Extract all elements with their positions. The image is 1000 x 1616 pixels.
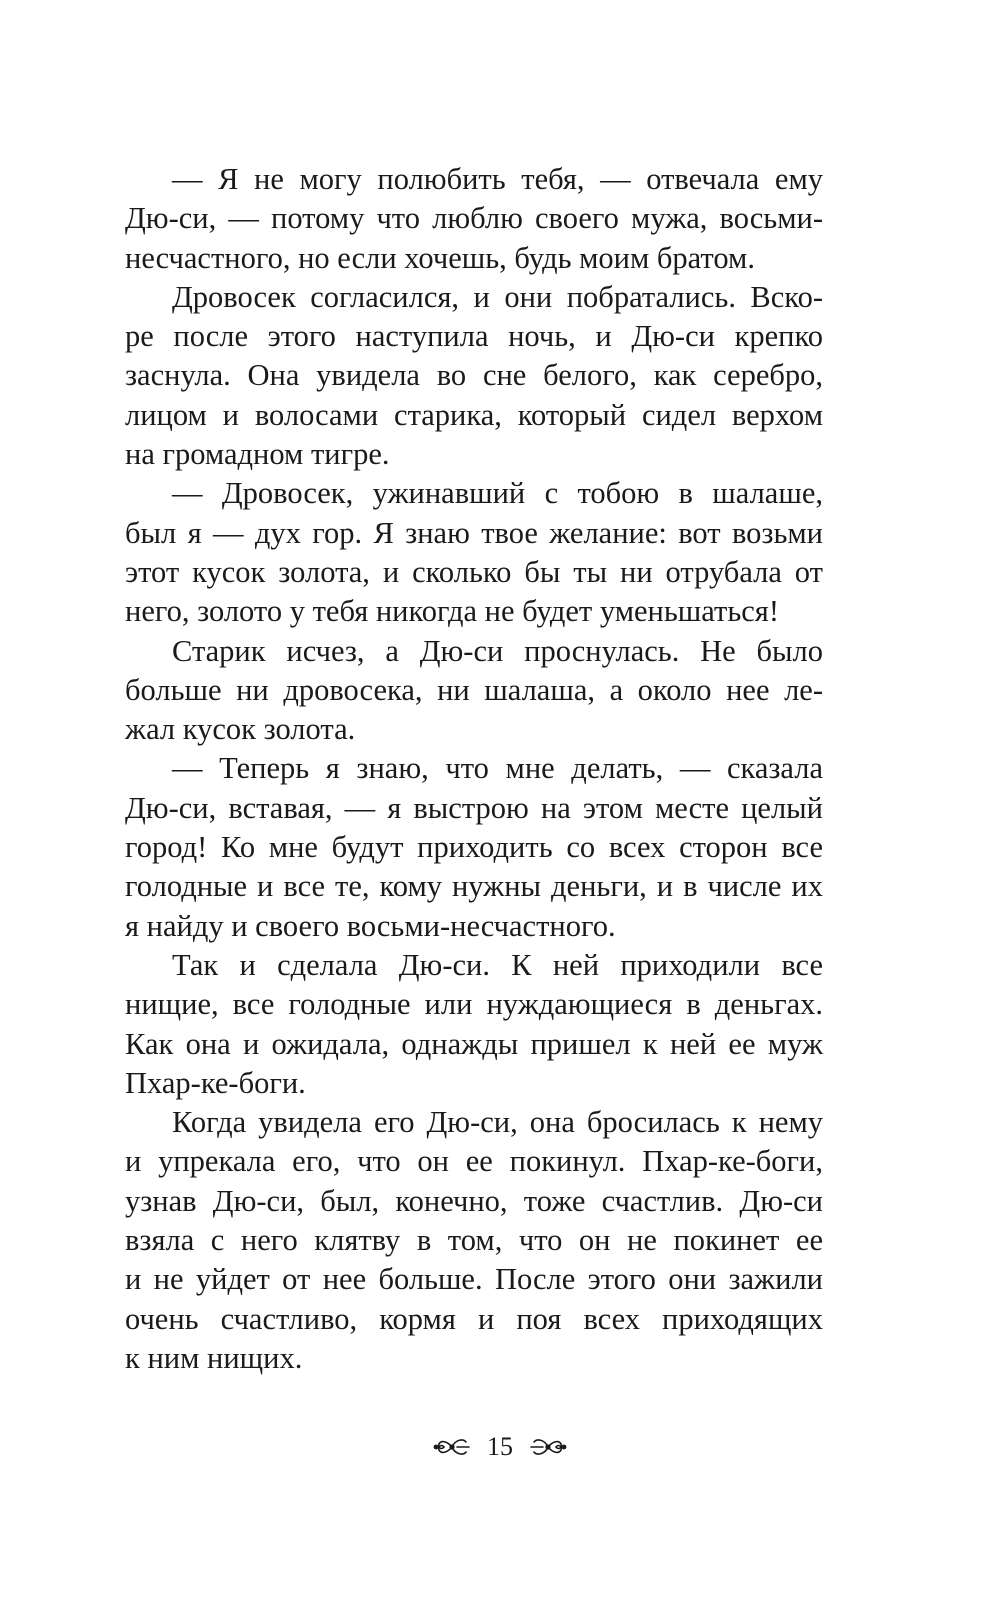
text-line: этот кусок золота, и сколько бы ты ни отрубала от — [125, 554, 823, 589]
text-line: на громадном тигре. — [125, 437, 390, 472]
paragraph — [125, 1103, 823, 1378]
text-line: голодные и все те, кому нужны деньги, и в числе их — [125, 869, 823, 904]
text-line: к ним нищих. — [125, 1340, 303, 1375]
text-line: Старик исчез, а Дю-си проснулась. Не было — [172, 633, 823, 668]
text-line: Дю-си, — потому что люблю своего мужа, восьми- — [125, 201, 823, 236]
text-line: — Дровосек, ужинавший с тобою в шалаше, — [172, 476, 823, 511]
text-line: ре после этого наступила ночь, и Дю-си крепко — [125, 319, 823, 354]
text-line: — Я не могу полюбить тебя, — отвечала ему — [172, 162, 823, 196]
text-line: я найду и своего восьми-несчастного. — [125, 908, 616, 943]
text-line: был я — дух гор. Я знаю твое желание: вот возьми — [125, 515, 823, 550]
text-line: узнав Дю-си, был, конечно, тоже счастлив. Дю-си — [125, 1183, 823, 1218]
text-line: жал кусок золота. — [125, 712, 356, 747]
paragraph — [125, 160, 823, 278]
text-line: него, золото у тебя никогда не будет уменьшаться! — [125, 594, 779, 629]
paragraph — [125, 632, 823, 750]
paragraph — [125, 278, 823, 474]
text-line: Как она и ожидала, однажды пришел к ней ее муж — [125, 1026, 823, 1061]
text-line: Дровосек согласился, и они побратались. Вско- — [172, 279, 823, 314]
text-line: несчастного, но если хочешь, будь моим братом. — [125, 240, 755, 275]
text-line: Дю-си, вставая, — я выстрою на этом месте целый — [125, 790, 823, 825]
text-line: лицом и волосами старика, который сидел верхом — [125, 397, 823, 432]
text-line: и не уйдет от нее больше. После этого они зажили — [125, 1262, 823, 1297]
paragraph — [125, 749, 823, 945]
text-line: нищие, все голодные или нуждающиеся в деньгах. — [125, 987, 823, 1022]
paragraph — [125, 474, 823, 631]
text-line: Так и сделала Дю-си. К ней приходили все — [172, 947, 823, 982]
text-line: — Теперь я знаю, что мне делать, — сказала — [172, 751, 823, 786]
text-line: город! Ко мне будут приходить со всех сторон все — [125, 830, 823, 865]
text-line: очень счастливо, кормя и поя всех приходящих — [125, 1301, 823, 1336]
text-line: больше ни дровосека, ни шалаша, а около нее ле- — [125, 672, 823, 707]
text-line: Когда увидела его Дю-си, она бросилась к нему — [172, 1105, 823, 1140]
page-number: 15 — [487, 1432, 513, 1461]
flourish-ornament-left-icon — [433, 1432, 471, 1462]
page-footer — [0, 1432, 1000, 1462]
text-line: заснула. Она увидела во сне белого, как серебро, — [125, 358, 823, 393]
body-text — [125, 160, 823, 1378]
text-line: и упрекала его, что он ее покинул. Пхар-ке-боги, — [125, 1144, 823, 1179]
text-line: Пхар-ке-боги. — [125, 1065, 306, 1100]
paragraph — [125, 946, 823, 1103]
flourish-ornament-right-icon — [529, 1432, 567, 1462]
text-line: взяла с него клятву в том, что он не покинет ее — [125, 1223, 823, 1258]
